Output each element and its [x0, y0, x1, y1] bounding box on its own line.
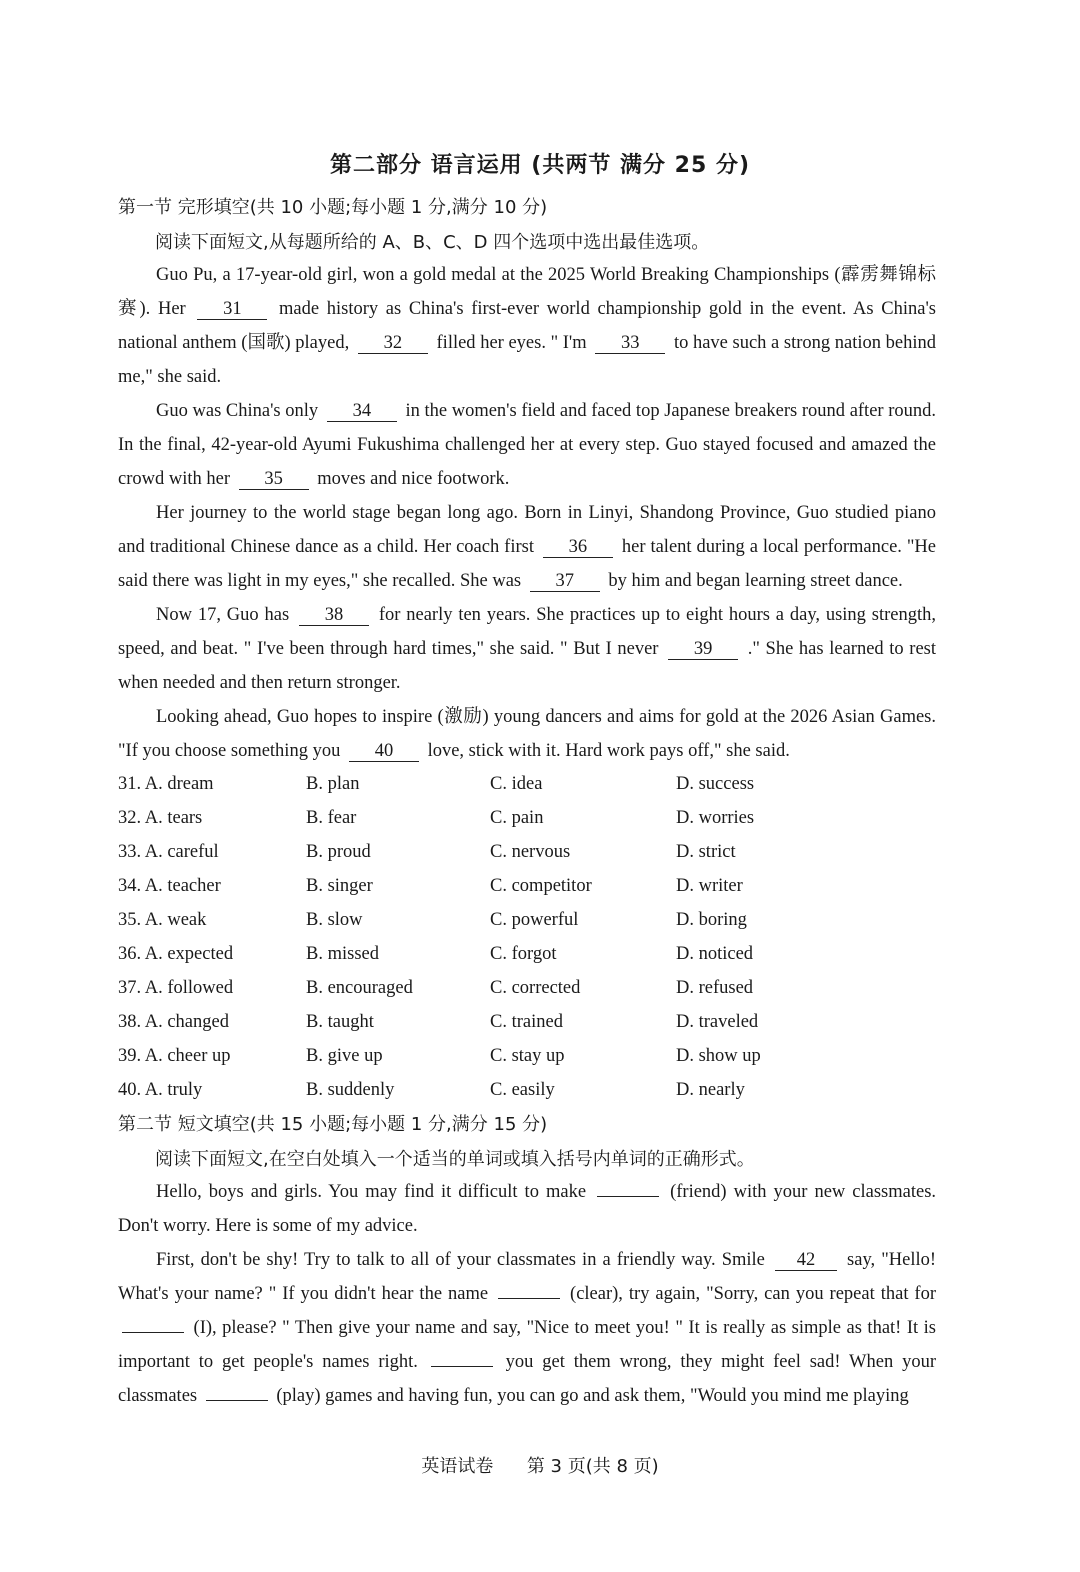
cloze-paragraph-5: Looking ahead, Guo hopes to inspire (激励) young dancers and aims for gold at the 2026 Asian Games. "If you choose something you 40 love, stick with it. Hard work pays off," she said. [118, 707, 936, 761]
blank-33: 33 [595, 333, 665, 354]
page-footer [0, 1452, 1080, 1478]
option-row-34: 34. A. teacher B. singer C. competitor D. writer [118, 876, 743, 896]
part-title: 第二部分 语言运用 (共两节 满分 25 分) [329, 153, 751, 178]
option-row-31: 31. A. dream B. plan C. idea D. success [118, 774, 755, 794]
blank-38: 38 [299, 605, 369, 626]
option-row-39: 39. A. cheer up B. give up C. stay up D. show up [118, 1046, 761, 1066]
fill-paragraph-2: First, don't be shy! Try to talk to all of your classmates in a friendly way. Smile 42 say, "Hello! What's your name? " If you didn't hear the name (clear), try again, "Sorry, can you repeat that for (I), please? " Then give your name and say, "Nice to meet you! " It is really as simple as that! It is important to get people's names right. you get them wrong, they might feel sad! When your classmates (play) games and having fun, you can go and ask them, "Would you mind me playing [118, 1250, 937, 1406]
section1-instruction: 阅读下面短文,从每题所给的 A、B、C、D 四个选项中选出最佳选项。 [155, 232, 710, 253]
blank-43 [498, 1298, 560, 1299]
cloze-paragraph-3: Her journey to the world stage began long ago. Born in Linyi, Shandong Province, Guo studied piano and traditional Chinese dance as a child. Her coach first 36 her talent during a local performance. "He said there was light in my eyes," she recalled. She was 37 by him and began learning street dance. [118, 503, 936, 591]
blank-34: 34 [327, 401, 397, 422]
blank-45 [431, 1366, 493, 1367]
blank-42: 42 [775, 1250, 837, 1271]
section1-title: 第一节 完形填空(共 10 小题;每小题 1 分,满分 10 分) [118, 197, 548, 218]
section2-instruction: 阅读下面短文,在空白处填入一个适当的单词或填入括号内单词的正确形式。 [155, 1149, 755, 1170]
option-row-37: 37. A. followed B. encouraged C. corrected D. refused [118, 978, 754, 998]
blank-40: 40 [349, 741, 419, 762]
subject-label: 英语试卷 [421, 1456, 494, 1477]
blank-31: 31 [197, 299, 267, 320]
blank-44 [122, 1332, 184, 1333]
blank-46 [206, 1400, 268, 1401]
blank-32: 32 [358, 333, 428, 354]
cloze-paragraph-1: Guo Pu, a 17-year-old girl, won a gold medal at the 2025 World Breaking Championships (霹雳舞锦标赛). Her 31 made history as China's first-ever world championship gold in the event. As China's national anthem (国歌) played, 32 filled her eyes. " I'm 33 to have such a strong nation behind me," she said. [118, 265, 937, 387]
option-row-35: 35. A. weak B. slow C. powerful D. boring [118, 910, 747, 930]
page-number: 第 3 页(共 8 页) [526, 1456, 659, 1477]
option-row-40: 40. A. truly B. suddenly C. easily D. nearly [118, 1080, 745, 1100]
option-row-38: 38. A. changed B. taught C. trained D. traveled [118, 1012, 759, 1032]
blank-41 [597, 1196, 659, 1197]
fill-paragraph-1: Hello, boys and girls. You may find it difficult to make (friend) with your new classmates. Don't worry. Here is some of my advice. [118, 1182, 937, 1236]
blank-35: 35 [239, 469, 309, 490]
answer-options [118, 767, 948, 1107]
blank-36: 36 [543, 537, 613, 558]
section2-title: 第二节 短文填空(共 15 小题;每小题 1 分,满分 15 分) [118, 1114, 548, 1135]
blank-39: 39 [668, 639, 738, 660]
cloze-paragraph-4: Now 17, Guo has 38 for nearly ten years. She practices up to eight hours a day, using strength, speed, and beat. " I've been through hard times," she said. " But I never 39 ." She has learned to rest when needed and then return stronger. [118, 605, 937, 693]
option-row-36: 36. A. expected B. missed C. forgot D. noticed [118, 944, 754, 964]
option-row-32: 32. A. tears B. fear C. pain D. worries [118, 808, 755, 828]
cloze-paragraph-2: Guo was China's only 34 in the women's field and faced top Japanese breakers round after round. In the final, 42-year-old Ayumi Fukushima challenged her at every step. Guo stayed focused and amazed the crowd with her 35 moves and nice footwork. [118, 401, 936, 489]
blank-37: 37 [530, 571, 600, 592]
option-row-33: 33. A. careful B. proud C. nervous D. strict [118, 842, 736, 862]
